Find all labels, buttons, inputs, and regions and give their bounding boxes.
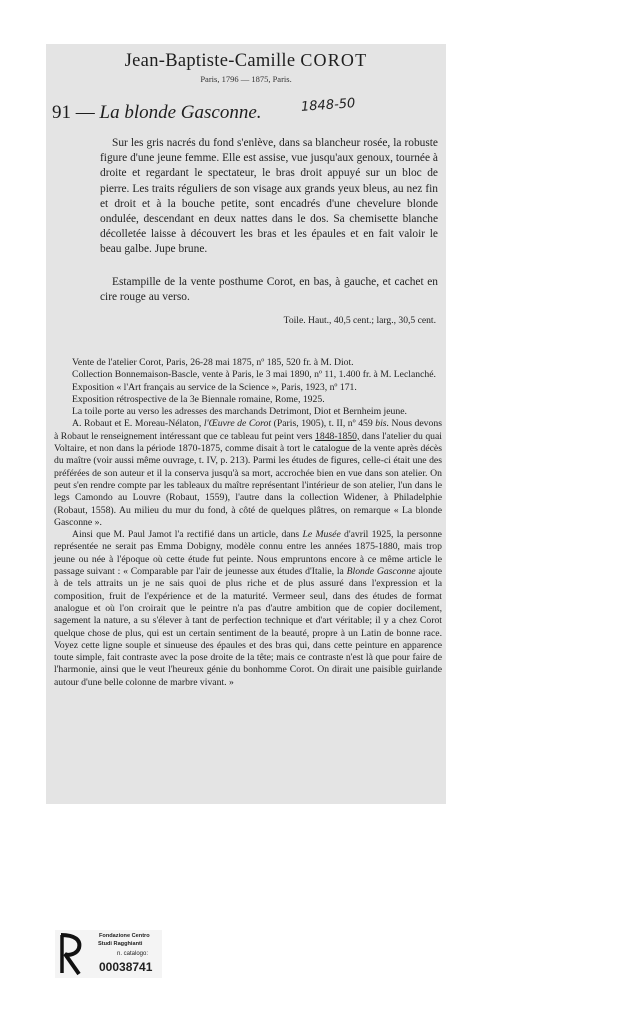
note-robaut-text-c: (Paris, 1905), t. II, nº 459 xyxy=(271,418,376,430)
note-exhibition-paris: Exposition « l'Art français au service de la Science », Paris, 1923, nº 171. xyxy=(72,381,357,393)
entry-title: La blonde Gasconne. xyxy=(99,102,262,123)
note-jamot-journal: Le Musée xyxy=(302,529,341,541)
entry-heading xyxy=(52,102,262,124)
stamp-catalog-label: n. catalogo: xyxy=(117,951,149,957)
dimensions: Toile. Haut., 40,5 cent.; larg., 30,5 cent. xyxy=(283,315,436,326)
note-robaut xyxy=(54,418,442,529)
notes-section xyxy=(54,357,442,689)
note-sale: Vente de l'atelier Corot, Paris, 26-28 mai 1875, nº 185, 520 fr. à M. Diot. xyxy=(72,357,354,368)
note-collection: Collection Bonnemaison-Bascle, vente à Paris, le 3 mai 1890, nº 11, 1.400 fr. à M. Leclanché. xyxy=(72,369,436,381)
note-exhibition-rome: Exposition rétrospective de la 3e Biennale romaine, Rome, 1925. xyxy=(72,393,325,405)
artist-surname: COROT xyxy=(300,50,368,70)
note-robaut-book-title: l'Œuvre de Corot xyxy=(203,418,272,430)
handwritten-date-note: 1848-50 xyxy=(300,96,356,115)
archive-stamp xyxy=(55,930,162,978)
note-jamot-text-e: ajoute à de tels attraits un je ne sais quoi de plus riche et de plus assuré dans l'expression et la composition, fruit de l'expérience et de la maturité. Vermeer seul, dans des études de format analogue et où l'on croirait que le peintre n'a pas d'autre ambition que de copier docilement, sagement la nature, a su s'élever à tant de perfection technique et d'art véritable; il y a chez Corot quelque chose de plus, qui est un certain sentiment de la beauté, propre à un Latin de bonne race. Voyez cette ligne souple et sinueuse des épaules et des bras qui, dans cette peinture en apparence toute simple, fait contraste avec la pose droite de la tête; mais ce contraste n'est là que pour faire de l'harmonie, ainsi que le veut l'heureux génie du bonhomme Corot. On dirait une paisible guirlande autour d'une belle colonne de marbre vivant. » xyxy=(54,566,443,688)
note-robaut-text-g: dans l'atelier du quai Voltaire, et non dans la période 1870-1875, comme disait à tort le catalogue de la vente après décès du maître (voir aussi même ouvrage, t. IV, p. 213). Parmi les études de figures, celle-ci était une des préférées de son auteur et il la conserva jusqu'à sa mort, accrochée bien en vue dans son atelier. On peut s'en rendre compte par les tableaux du maître représentant l'intérieur de son atelier, l'un dans le legs Camondo au Louvre (Robaut, 1559), l'autre dans la collection Widener, à Philadelphie (Robaut, 1558). Au milieu du mur du fond, à côté de quelques plâtres, on remarque « La blonde Gasconne ». xyxy=(54,430,442,528)
ragghianti-logo-icon xyxy=(57,932,85,976)
note-jamot-text-a: Ainsi que M. Paul Jamot l'a rectifié dans un article, dans xyxy=(72,529,303,541)
artist-name xyxy=(46,50,446,72)
catalog-clipping xyxy=(46,44,446,804)
stamp-catalog-number: 00038741 xyxy=(99,960,153,974)
entry-number: 91 xyxy=(52,102,71,123)
note-jamot-text-c: d'avril 1925, la personne représentée ne serait pas Emma Dobigny, modèle connu entre les années 1875-1880, mais trop jeune ou née à l'époque où cette étude fut peinte. Nous empruntons encore à ce même article le passage suivant : « Comparable par l'air de jeunesse aux études d'Italie, la xyxy=(54,529,442,578)
note-robaut-text-a: A. Robaut et E. Moreau-Nélaton, xyxy=(72,418,204,430)
provenance-stamp-paragraph: Estampille de la vente posthume Corot, en bas, à gauche, et cachet en cire rouge au verso. xyxy=(100,276,438,304)
entry-dash: — xyxy=(75,102,100,123)
stamp-org-line2: Studi Ragghianti xyxy=(98,941,143,947)
note-robaut-bis: bis. xyxy=(375,418,389,430)
note-jamot-painting-title: Blonde Gasconne xyxy=(346,566,416,578)
note-jamot xyxy=(54,529,442,689)
note-robaut-text-e: Nous devons à Robaut le renseignement intéressant que ce tableau fut peint vers xyxy=(54,418,442,442)
stamp-org-line1: Fondazione Centro xyxy=(99,933,150,939)
note-robaut-underlined-date: 1848-1850, xyxy=(315,430,360,442)
description-paragraph: Sur les gris nacrés du fond s'enlève, dans sa blancheur rosée, la robuste figure d'une jeune femme. Elle est assise, vue jusqu'aux genoux, tournée à droite et regardant le spectateur, le bras droit appuyé sur un bloc de pierre. Les traits réguliers de son visage aux grands yeux bleus, au nez fin et droit et à la bouche petite, sont encadrés d'une chevelure blonde ondulée, descendant en deux nattes dans le dos. Sa chemisette blanche décolletée laisse à découvert les bras et les épaules et en fait valoir le beau galbe. Jupe brune. xyxy=(100,137,438,256)
note-dealers: La toile porte au verso les adresses des marchands Detrimont, Diot et Bernheim jeune. xyxy=(72,406,407,418)
artist-first-names: Jean-Baptiste-Camille xyxy=(124,51,296,71)
artist-dates: Paris, 1796 — 1875, Paris. xyxy=(200,74,292,84)
